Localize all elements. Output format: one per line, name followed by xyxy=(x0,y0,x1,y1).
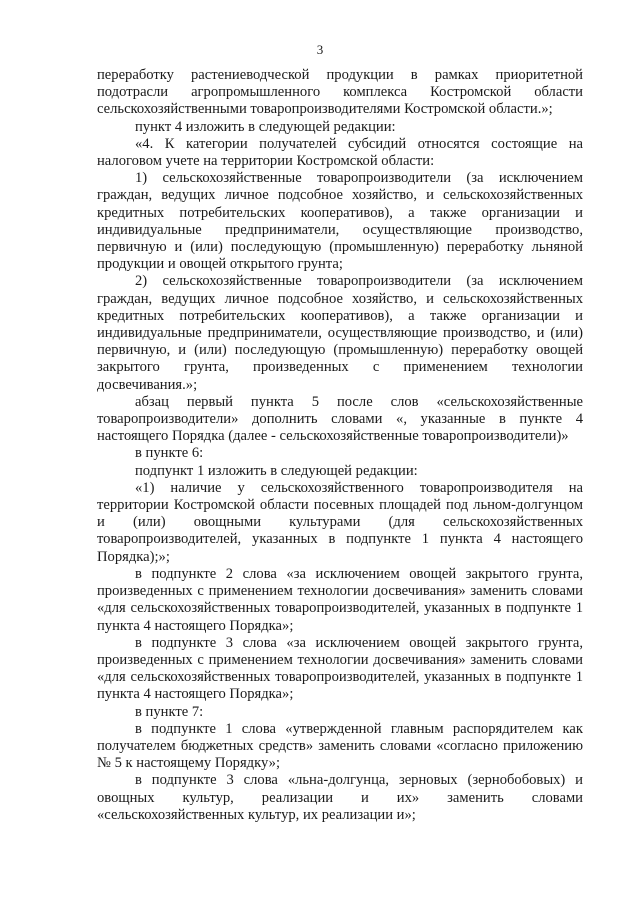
paragraph-point-4-instruction: пункт 4 изложить в следующей редакции: xyxy=(135,118,396,135)
paragraph-point-7-sub-3: в подпункте 3 слова «льна-долгунца, зерновых (зернобобовых) и овощных культур, реализации и их» заменить словами «сельскохозяйственных культур, их реализации и»; xyxy=(97,772,583,823)
paragraph-point-6-sub-3: в подпункте 3 слова «за исключением овощей закрытого грунта, произведенных с применением технологии досвечивания» заменить словами «для сельскохозяйственных товаропроизводителей, указанных в подпункте 1 пункта 4 настоящего Порядка»; xyxy=(97,634,583,703)
paragraph-point-7-heading: в пункте 7: xyxy=(135,703,204,720)
paragraph-point-4-sub-2: 2) сельскохозяйственные товаропроизводители (за исключением граждан, ведущих личное подсобное хозяйство, и сельскохозяйственных кредитных потребительских кооперативов), а также организации и индивидуальные предприниматели, осуществляющие производство, и (или) первичную, и (или) последующую (промышленную) переработку овощей закрытого грунта, произведенных с применением технологии досвечивания.»; xyxy=(97,273,583,393)
paragraph-point-6-heading: в пункте 6: xyxy=(135,445,204,462)
paragraph-point-6-sub-1-text: «1) наличие у сельскохозяйственного товаропроизводителя на территории Костромской области посевных площадей под льном-долгунцом и (или) овощными культурами (для сельскохозяйственных товаропроизводителей, указанных в подпункте 1 пункта 4 настоящего Порядка);»; xyxy=(97,479,583,565)
paragraph-point-4-sub-1: 1) сельскохозяйственные товаропроизводители (за исключением граждан, ведущих личное подсобное хозяйство, и сельскохозяйственных кредитных потребительских кооперативов), а также организации и индивидуальные предприниматели, осуществляющие производство, первичную и (или) последующую (промышленную) переработку льняной продукции и овощей открытого грунта; xyxy=(97,170,583,273)
paragraph-point-7-sub-1: в подпункте 1 слова «утвержденной главным распорядителем как получателем бюджетных средств» заменить словами «согласно приложению № 5 к настоящему Порядку»; xyxy=(97,720,583,772)
paragraph-continuation: переработку растениеводческой продукции в рамках приоритетной подотрасли агропромышленного комплекса Костромской области сельскохозяйственными товаропроизводителями Костромской области.»; xyxy=(97,67,583,118)
paragraph-point-4-text: «4. К категории получателей субсидий относятся состоящие на налоговом учете на территории Костромской области: xyxy=(97,135,583,170)
document-body xyxy=(97,67,583,824)
paragraph-point-6-sub-2: в подпункте 2 слова «за исключением овощей закрытого грунта, произведенных с применением технологии досвечивания» заменить словами «для сельскохозяйственных товаропроизводителей, указанных в подпункте 1 пункта 4 настоящего Порядка»; xyxy=(97,565,583,634)
paragraph-point-6-sub-1-instruction: подпункт 1 изложить в следующей редакции: xyxy=(135,462,418,479)
paragraph-point-5-amendment: абзац первый пункта 5 после слов «сельскохозяйственные товаропроизводители» дополнить словами «, указанные в пункте 4 настоящего Порядка (далее - сельскохозяйственные товаропроизводители)» xyxy=(97,393,583,445)
page-number: 3 xyxy=(316,42,324,57)
